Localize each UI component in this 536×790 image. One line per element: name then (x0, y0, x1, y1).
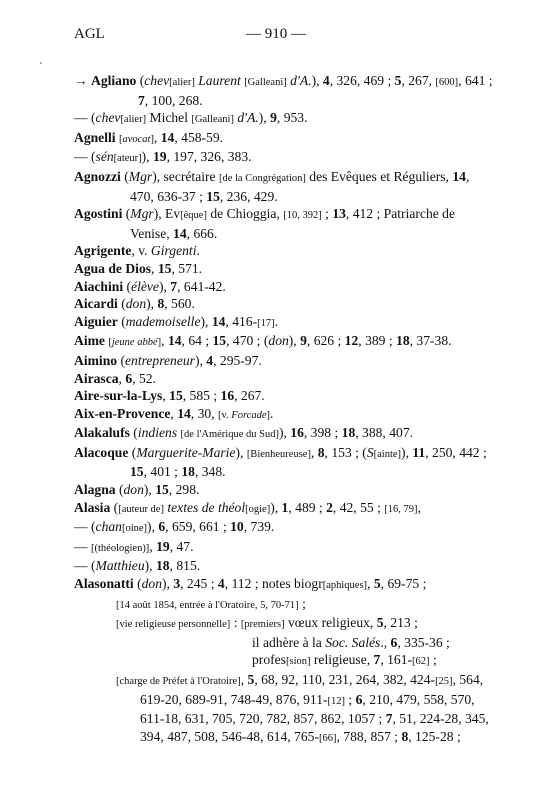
page-number: — 910 — (246, 26, 306, 42)
index-entry: Aime [jeune abbé], 14, 64 ; 15, 470 ; (don), 9, 626 ; 12, 389 ; 18, 37-38. (74, 333, 452, 349)
index-entry: Airasca, 6, 52. (74, 370, 156, 386)
index-subentry: profes[sion] religieuse, 7, 161-[62] ; (252, 652, 437, 668)
index-column (74, 72, 494, 747)
index-entry: — [(théologien)], 19, 47. (74, 538, 194, 554)
index-entry: Aix-en-Provence, 14, 30, [v. Forcade]. (74, 405, 274, 421)
margin-dot (40, 62, 42, 64)
running-head-left: AGL (74, 26, 105, 42)
index-entry: Aire-sur-la-Lys, 15, 585 ; 16, 267. (74, 388, 265, 404)
index-entry: Alasonatti (don), 3, 245 ; 4, 112 ; notes biogr[aphiques], 5, 69-75 ; (74, 576, 427, 592)
index-entry: — (Matthieu), 18, 815. (74, 558, 201, 574)
index-entry: Agrigente, v. Girgenti. (74, 243, 200, 259)
index-entry: Agnelli [avocat], 14, 458-59. (74, 129, 224, 145)
index-entry: Alagna (don), 15, 298. (74, 482, 200, 498)
index-entry: — (chan[oine]), 6, 659, 661 ; 10, 739. (74, 519, 275, 535)
index-entry: Agnozzi (Mgr), secrétaire [de la Congrégation] des Evêques et Réguliers, 14, 470, 636-37 ; 15, 236, 429. (74, 168, 470, 204)
index-entry: Aicardi (don), 8, 560. (74, 296, 195, 312)
index-entry: Agostini (Mgr), Ev[êque] de Chioggia, [10, 392] ; 13, 412 ; Patriarche de Venise, 14, 666. (74, 206, 456, 241)
index-entry: — (sén[ateur]), 19, 197, 326, 383. (74, 149, 252, 165)
index-subentry: [vie religieuse personnelle] : [premiers] vœux religieux, 5, 213 ; (116, 615, 418, 631)
index-entry: — (chev[alier] Michel [Galleani] d'A.), 9, 953. (74, 110, 308, 126)
index-subentry: [14 août 1854, entrée à l'Oratoire, 5, 70-71] ; (116, 595, 306, 611)
index-entry: Aimino (entrepreneur), 4, 295-97. (74, 352, 262, 368)
index-entry: Agua de Dios, 15, 571. (74, 260, 203, 276)
index-entry: Alacoque (Marguerite-Marie), [Bienheureuse], 8, 153 ; (S[ainte]), 11, 250, 442 ; 15, 401 ; 18, 348. (74, 444, 487, 480)
index-entry: Aiachini (élève), 7, 641-42. (74, 278, 226, 294)
index-subentry: [charge de Préfet à l'Oratoire], 5, 68, 92, 110, 231, 264, 382, 424-[25], 564, 619-20, 689-91, 748-49, 876, 911-[12] ; 6, 210, 479, 558, 570, 611-18, 631, 705, 720, 782, 857, 862, 1057 ; 7, 51, 224-28, 345, 394, 487, 508, 546-48, 614, 765-[66], 788, 857 ; 8, 125-28 ; (116, 672, 489, 744)
index-subentry: il adhère à la Soc. Salés., 6, 335-36 ; (252, 634, 450, 650)
index-entry: Alasia ([auteur de] textes de théol[ogie]), 1, 489 ; 2, 42, 55 ; [16, 79], (74, 499, 421, 515)
index-entry: → Agliano (chev[alier] Laurent [Galleani] d'A.), 4, 326, 469 ; 5, 267, [600], 641 ; 7, 100, 268. (74, 73, 493, 108)
index-entry: Alakalufs (indiens [de l'Amérique du Sud]), 16, 398 ; 18, 388, 407. (74, 425, 414, 441)
index-entry: Aiguier (mademoiselle), 14, 416-[17]. (74, 313, 279, 329)
